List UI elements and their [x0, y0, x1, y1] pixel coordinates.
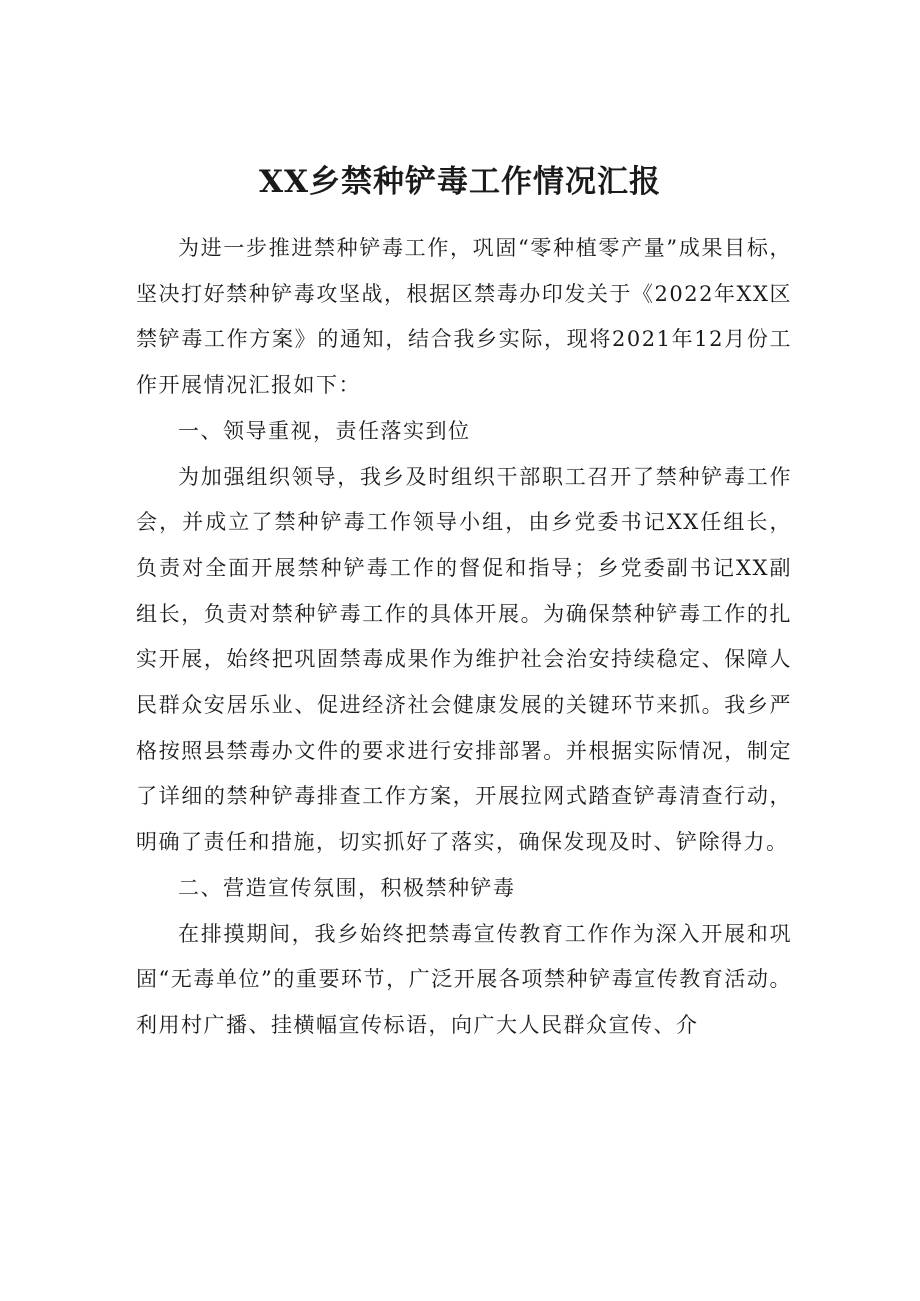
section-1-paragraph: 为加强组织领导，我乡及时组织干部职工召开了禁种铲毒工作会，并成立了禁种铲毒工作领导小组，由乡党委书记XX任组长，负责对全面开展禁种铲毒工作的督促和指导；乡党委副书记XX副组长，负责对禁种铲毒工作的具体开展。为确保禁种铲毒工作的扎实开展，始终把巩固禁毒成果作为维护社会治安持续稳定、保障人民群众安居乐业、促进经济社会健康发展的关键环节来抓。我乡严格按照县禁毒办文件的要求进行安排部署。并根据实际情况，制定了详细的禁种铲毒排查工作方案，开展拉网式踏查铲毒清查行动，明确了责任和措施，切实抓好了落实，确保发现及时、铲除得力。: [136, 464, 792, 855]
document-title: XX乡禁种铲毒工作情况汇报: [258, 164, 662, 200]
section-heading-1: 一、领导重视，责任落实到位: [178, 418, 471, 443]
section-heading-2: 二、营造宣传氛围，积极禁种铲毒: [178, 875, 516, 900]
intro-paragraph: 为进一步推进禁种铲毒工作，巩固“零种植零产量”成果目标，坚决打好禁种铲毒攻坚战，根据区禁毒办印发关于《2022年XX区禁铲毒工作方案》的通知，结合我乡实际，现将2021年12月份工作开展情况汇报如下：: [136, 236, 792, 398]
section-2-paragraph: 在排摸期间，我乡始终把禁毒宣传教育工作作为深入开展和巩固“无毒单位”的重要环节，广泛开展各项禁种铲毒宣传教育活动。利用村广播、挂横幅宣传标语，向广大人民群众宣传、介: [136, 921, 792, 1037]
document-body: [136, 226, 792, 1049]
